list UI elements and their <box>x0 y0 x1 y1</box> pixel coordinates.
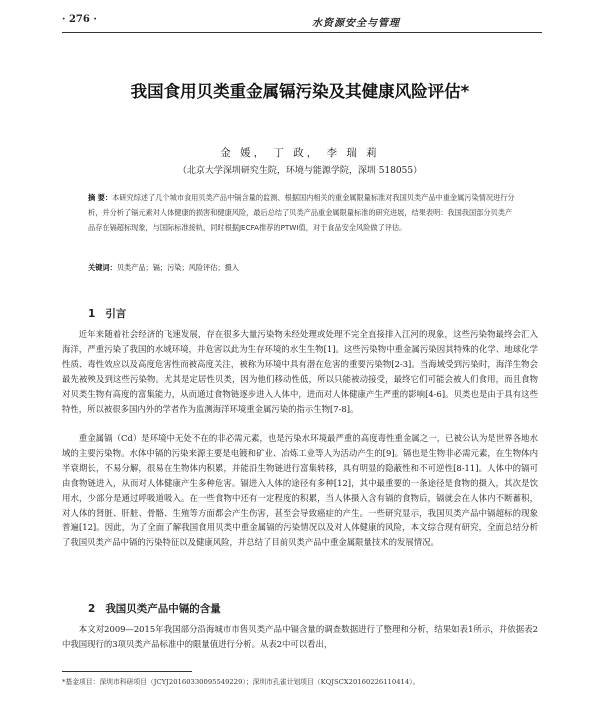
abstract <box>88 190 516 235</box>
section-title: 我国贝类产品中镉的含量 <box>105 603 221 615</box>
keywords <box>88 263 516 273</box>
section-title: 引言 <box>105 308 127 320</box>
journal-name: 水资源安全与管理 <box>312 18 400 29</box>
page-number: · 276 · <box>62 14 97 25</box>
paragraph-intro-1: 近年来随着社会经济的飞速发展，存在很多大量污染物未经处理或处理不完全直接排入江河的现象，这些污染物最终会汇入海洋，严重污染了我国的水域环境，并危害以此为生存环境的水生生物[1]。这些污染物中重金属污染因其特殊的化学、地球化学性质、毒性效应以及高度危害性而被高度关注，被称为环境中具有潜在危害的重要污染物[2-3]。当海域受到污染时，海洋生物会最先被殃及到这些污染物。尤其是定居性贝类，因为他们移动性低，所以只能被动接受，最终它们可能会被人们食用，而且食物对贝类生物有高度的富集能力，从而通过食物链逐步进入人体中，进而对人体健康产生严重的影响[4-6]。贝类也是由于具有这些特性，所以被很多国内外的学者作为监测海洋环境重金属污染的指示生物[7-8]。 <box>62 329 538 414</box>
paragraph-intro-2: 重金属镉（Cd）是环境中无处不在的非必需元素，也是污染水环境最严重的高度毒性重金属之一，已被公认为是世界各地水域的主要污染物。水体中镉的污染来源主要是电镀和矿业、冶炼工业等人为活动产生的[9]。镉也是生物非必需元素，在生物体内半衰期长，不易分解，很易在生物体内积累，并能沿生物链进行富集转移，具有明显的隐蔽性和不可逆性[8-11]。人体中的镉可由食物链进入，从而对人体健康产生多种危害。镉进入人体的途径有多种[12]，其中最重要的一条途径是食物的摄入，其次是饮用水，少部分是通过呼吸道吸入。在一些食物中还有一定程度的积累，当人体摄入含有镉的食物后，镉就会在人体内不断蓄积，对人体的肾脏、肝脏、骨骼、生殖等方面都会产生伤害，甚至会导致癌症的产生。一些研究显示，我国贝类产品中镉超标的现象普遍[12]。因此，为了全面了解我国食用贝类中重金属镉的污染情况以及对人体健康的风险，本文综合现有研究，全面总结分析了我国贝类产品中镉的污染特征以及健康风险，并总结了目前贝类产品中重金属限量技术的发展情况。 <box>62 433 538 548</box>
section-heading-introduction <box>88 306 126 321</box>
footnote-divider <box>62 671 192 672</box>
abstract-label: 摘 要： <box>88 193 113 202</box>
keywords-text: 贝类产品；镉；污染；风险评估；摄入 <box>116 263 239 272</box>
abstract-text: 本研究综述了几个城市食用贝类产品中镉含量的监测、根据国内相关的重金属限量标准对我国贝类产品中重金属污染情况进行分析，并分析了镉元素对人体健康的损害和健康风险，最后总结了贝类产品重金属限量标准的研究进展，结果表明：我国我国部分贝类产品存在镉超标现象，与国际标准接轨，同时根据JECFA推荐的PTWI值，对于食品安全风险做了评估。 <box>88 193 515 232</box>
section-number: 2 <box>88 603 96 615</box>
paper-title: 我国食用贝类重金属镉污染及其健康风险评估* <box>130 82 470 101</box>
affiliation: （北京大学深圳研究生院，环境与能源学院，深圳 518055） <box>177 166 423 176</box>
header-divider <box>62 32 542 33</box>
page-header <box>62 14 542 32</box>
keywords-label: 关键词： <box>88 263 117 272</box>
section-heading-cadmium-content <box>88 601 221 616</box>
paragraph-section-2: 本文对2009—2015年我国部分沿海城市市售贝类产品中镉含量的调查数据进行了整理和分析，结果如表1所示，并依据表2中我国现行的3项贝类产品标准中的限量值进行分析。从表2中可以看出， <box>62 624 538 649</box>
funding-footnote: *基金项目：深圳市科研项目（JCYJ20160330095549229）；深圳市孔雀计划项目（KQJSCX20160226110414）。 <box>62 678 420 686</box>
authors: 金 媛， 丁 政， 李 瑞 莉 <box>220 147 380 159</box>
section-number: 1 <box>88 308 96 320</box>
